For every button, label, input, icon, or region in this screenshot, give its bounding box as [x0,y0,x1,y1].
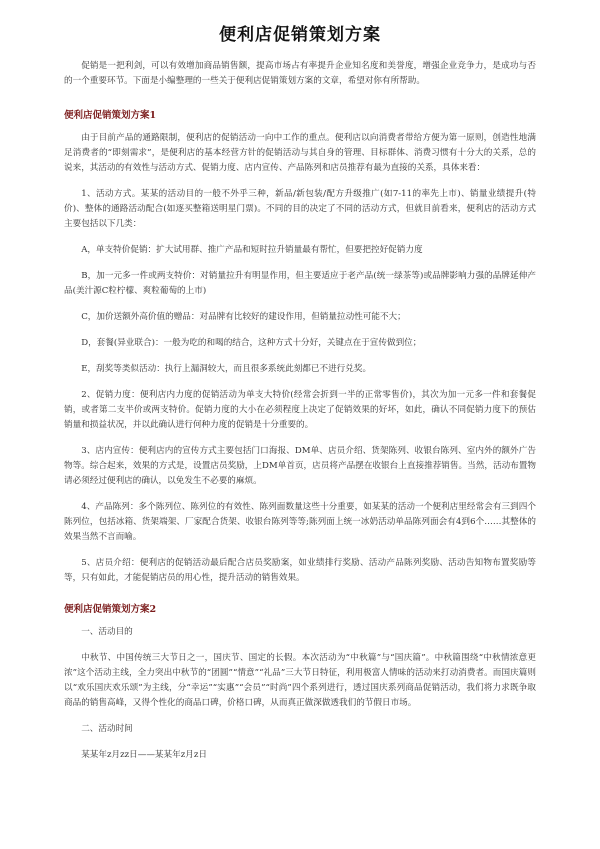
plan1-item-a: A，单支特价促销：扩大试用群、推广产品和短时拉升销量最有帮忙，但要把控好促销力度 [81,245,423,255]
plan1-paragraph-activity-mode: 1、活动方式。某某的活动目的一般不外乎三种，新品/新包装/配方升级推广(如7-11的率先上市)、销量业绩提升(特价)、整体的通路活动配合(如逐买整箱送明星门票)。不同的目的决定了不同的活动方式，但就目前看来，便利店的活动方式主要包括以下几类： [64,189,536,229]
plan2-paragraph-purpose: 中秋节、中国传统三大节日之一，国庆节、国定的长假。本次活动为“中秋篇”与“国庆篇”。中秋篇围绕“中秋情浓意更浓”这个活动主线，全力突出中秋节的“团圆”“情意”“礼品”三大节日特征，利用极富人情味的活动来打动消费者。而国庆篇则以“欢乐国庆欢乐颂”为主线，分“幸运”“实惠”“会员”“时尚”四个系列进行，透过国庆系列商品促销活动，我们将力求既争取商品的销售高峰，又得个性化的商品口碑，价格口碑，从而真正做深做透我们的节假日市场。 [64,653,536,708]
plan1-item-d: D，套餐(异业联合)：一般为吃的和喝的结合，这种方式十分好，关键点在于宣传做到位； [81,338,422,348]
plan1-paragraph-overview: 由于目前产品的通路限制，便利店的促销活动一向中工作的重点。便利店以向消费者带给方便为第一原则，创造性地满足消费者的“即刻需求”，是便利店的基本经营方针的促销活动与其自身的管理、目标群体、消费习惯有十分大的关系，总的说来，其活动的有效性与活动方式、促销力度、店内宣传、产品陈列和店员推荐有最为直接的关系，具体来看： [64,133,536,173]
plan1-item-c: C，加价送额外高价值的赠品：对品牌有比较好的建设作用，但销量拉动性可能不大； [81,312,406,322]
plan2-time-range: 某某年z月zz日——某某年z月z日 [81,750,207,760]
plan1-paragraph-intensity: 2、促销力度：便利店内力度的促销活动为单支大特价(经常会折到一半的正常零售价)，其次为加一元多一件和套餐促销，或者第二支半价或两支特价。促销力度的大小在必须程度上决定了促销效果的好坏，如此，确认不同促销力度下的预估销量和损益状况，并以此确认进行何种力度的促销是十分重要的。 [64,390,536,430]
plan2-section-time: 二、活动时间 [81,724,133,734]
plan1-paragraph-in-store-promo: 3、店内宣传：便利店内的宣传方式主要包括门口海报、DM单、店员介绍、货架陈列、收银台陈列、室内外的额外广告物等。综合起来，效果的方式是，设置店员奖励，上DM单首页，店员将产品摆在收银台上直接推荐销售。当然，活动布置物请必须经过便利店的确认，以免发生不必要的麻烦。 [64,446,536,486]
page-title: 便利店促销策划方案 [219,25,381,45]
plan1-paragraph-display: 4、产品陈列：多个陈列位、陈列位的有效性、陈列面数量这些十分重要，如某某的活动一个便利店里经常会有三到四个陈列位，包括冰箱、货架端架、厂家配合货架、收银台陈列等等;陈列面上统一冰奶活动单品陈列面会有4到6个……其整体的效果当然不言而喻。 [64,502,536,542]
plan1-item-b: B，加一元多一件或两支特价：对销量拉升有明显作用，但主要适应于老产品(统一绿茶等)或品牌影响力强的品牌延伸产品(美汁源C粒柠檬、爽粒葡萄的上市) [64,271,536,296]
plan2-section-purpose: 一、活动目的 [81,627,133,637]
plan1-paragraph-staff: 5、店员介绍：便利店的促销活动最后配合店员奖励案，如业绩排行奖励、活动产品陈列奖励、活动告知物布置奖励等等，只有如此，才能促销店员的用心性，提升活动的销售效果。 [64,558,536,583]
intro-paragraph: 促销是一把利剑，可以有效增加商品销售额，提高市场占有率提升企业知名度和美誉度，增强企业竞争力，是成功与否的一个重要环节。下面是小编整理的一些关于便利店促销策划方案的文章，希望对你有所帮助。 [64,61,536,86]
plan1-heading: 便利店促销策划方案1 [64,110,157,121]
plan1-item-e: E，刮奖等类似活动：执行上漏洞较大，而且很多系统此刻都已不进行兑奖。 [81,364,372,374]
plan2-heading: 便利店促销策划方案2 [64,604,157,615]
